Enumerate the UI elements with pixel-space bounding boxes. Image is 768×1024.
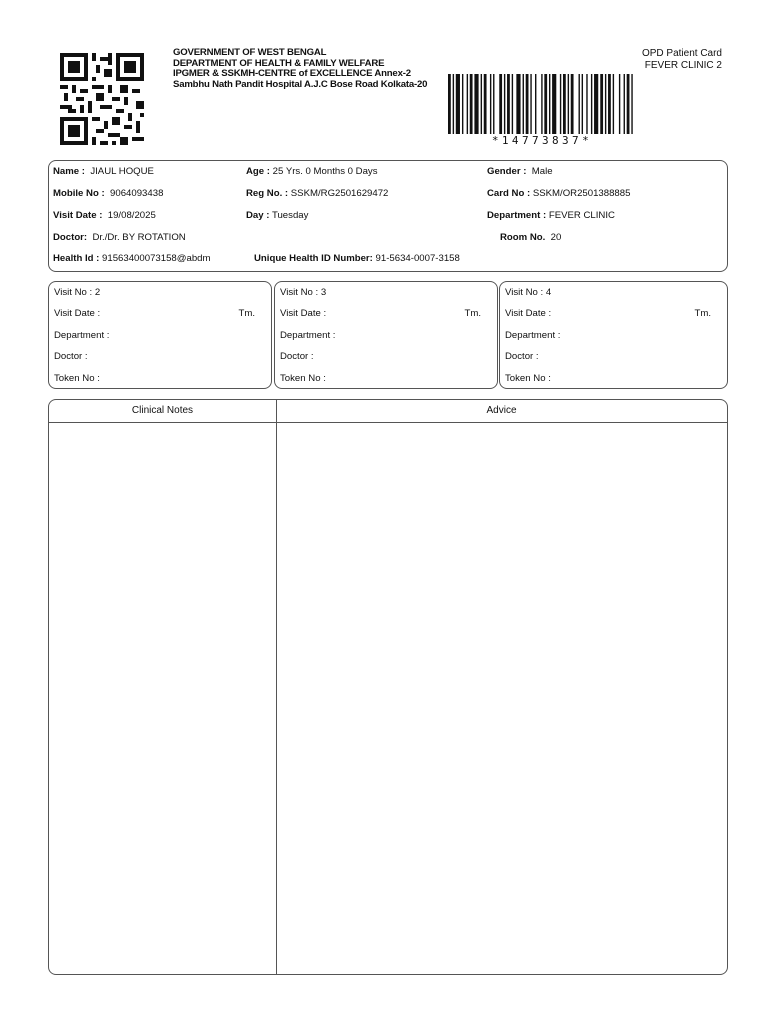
visit-box-3 <box>274 281 498 389</box>
visit-date: Visit Date : <box>54 308 101 319</box>
visit-token: Token No : <box>505 373 551 384</box>
patient-name: JIAUL HOQUE <box>90 166 154 177</box>
patient-uhid: 91-5634-0007-3158 <box>375 253 460 264</box>
barcode <box>448 74 636 134</box>
visit-department: Department : <box>505 330 561 341</box>
patient-department: FEVER CLINIC <box>548 210 615 221</box>
department-field: Department : FEVER CLINIC <box>487 210 615 221</box>
hospital-header <box>173 48 435 90</box>
room-field: Room No. 20 <box>500 232 562 243</box>
uhid-field: Unique Health ID Number: 91-5634-0007-3158 <box>254 253 460 264</box>
visit-time: Tm. <box>464 308 481 319</box>
visit-date: Visit Date : <box>280 308 327 319</box>
visit-time: Tm. <box>694 308 711 319</box>
patient-gender: Male <box>531 166 553 177</box>
health-id-field: Health Id : 91563400073158@abdm <box>53 253 211 264</box>
visit-date-field: Visit Date : 19/08/2025 <box>53 210 156 221</box>
age-field: Age : 25 Yrs. 0 Months 0 Days <box>246 166 378 177</box>
patient-card: SSKM/OR2501388885 <box>532 188 631 199</box>
visit-token: Token No : <box>54 373 100 384</box>
visit-no: Visit No : 3 <box>280 287 327 298</box>
card-field: Card No : SSKM/OR2501388885 <box>487 188 631 199</box>
doctor-field: Doctor: Dr./Dr. BY ROTATION <box>53 232 186 243</box>
notes-column-divider <box>276 400 277 974</box>
patient-age: 25 Yrs. 0 Months 0 Days <box>272 166 378 177</box>
card-title: OPD Patient Card <box>641 48 722 59</box>
barcode-number: *14773837* <box>491 134 593 147</box>
notes-table <box>48 399 728 975</box>
org-line-2: DEPARTMENT OF HEALTH & FAMILY WELFARE <box>173 57 385 69</box>
visit-department: Department : <box>54 330 110 341</box>
visit-doctor: Doctor : <box>280 351 314 362</box>
org-line-1: GOVERNMENT OF WEST BENGAL <box>173 47 327 58</box>
gender-field: Gender : Male <box>487 166 553 177</box>
reg-field: Reg No. : SSKM/RG2501629472 <box>246 188 389 199</box>
patient-visit-date: 19/08/2025 <box>107 210 156 221</box>
card-title-block <box>642 48 722 72</box>
visit-box-2 <box>48 281 272 389</box>
patient-mobile: 9064093438 <box>110 188 164 199</box>
day-field: Day : Tuesday <box>246 210 309 221</box>
patient-room: 20 <box>550 232 562 243</box>
org-line-4: Sambhu Nath Pandit Hospital A.J.C Bose Road Kolkata-20 <box>173 78 428 90</box>
patient-day: Tuesday <box>271 210 309 221</box>
visit-box-4 <box>499 281 728 389</box>
patient-reg: SSKM/RG2501629472 <box>290 188 389 199</box>
visit-department: Department : <box>280 330 336 341</box>
visit-no: Visit No : 2 <box>54 287 101 298</box>
advice-heading: Advice <box>486 405 517 416</box>
org-line-3: IPGMER & SSKMH-CENTRE of EXCELLENCE Annex-2 <box>173 68 411 80</box>
visit-no: Visit No : 4 <box>505 287 552 298</box>
visit-time: Tm. <box>238 308 255 319</box>
qr-code <box>60 53 144 145</box>
clinical-notes-heading: Clinical Notes <box>131 405 194 416</box>
name-field: Name : JIAUL HOQUE <box>53 166 154 177</box>
patient-health-id: 91563400073158@abdm <box>102 253 211 264</box>
visit-doctor: Doctor : <box>505 351 539 362</box>
patient-info-box <box>48 160 728 272</box>
visit-token: Token No : <box>280 373 326 384</box>
clinic-name: FEVER CLINIC 2 <box>644 60 722 71</box>
visit-date: Visit Date : <box>505 308 552 319</box>
patient-doctor: Dr./Dr. BY ROTATION <box>92 232 186 243</box>
mobile-field: Mobile No : 9064093438 <box>53 188 164 199</box>
visit-doctor: Doctor : <box>54 351 88 362</box>
